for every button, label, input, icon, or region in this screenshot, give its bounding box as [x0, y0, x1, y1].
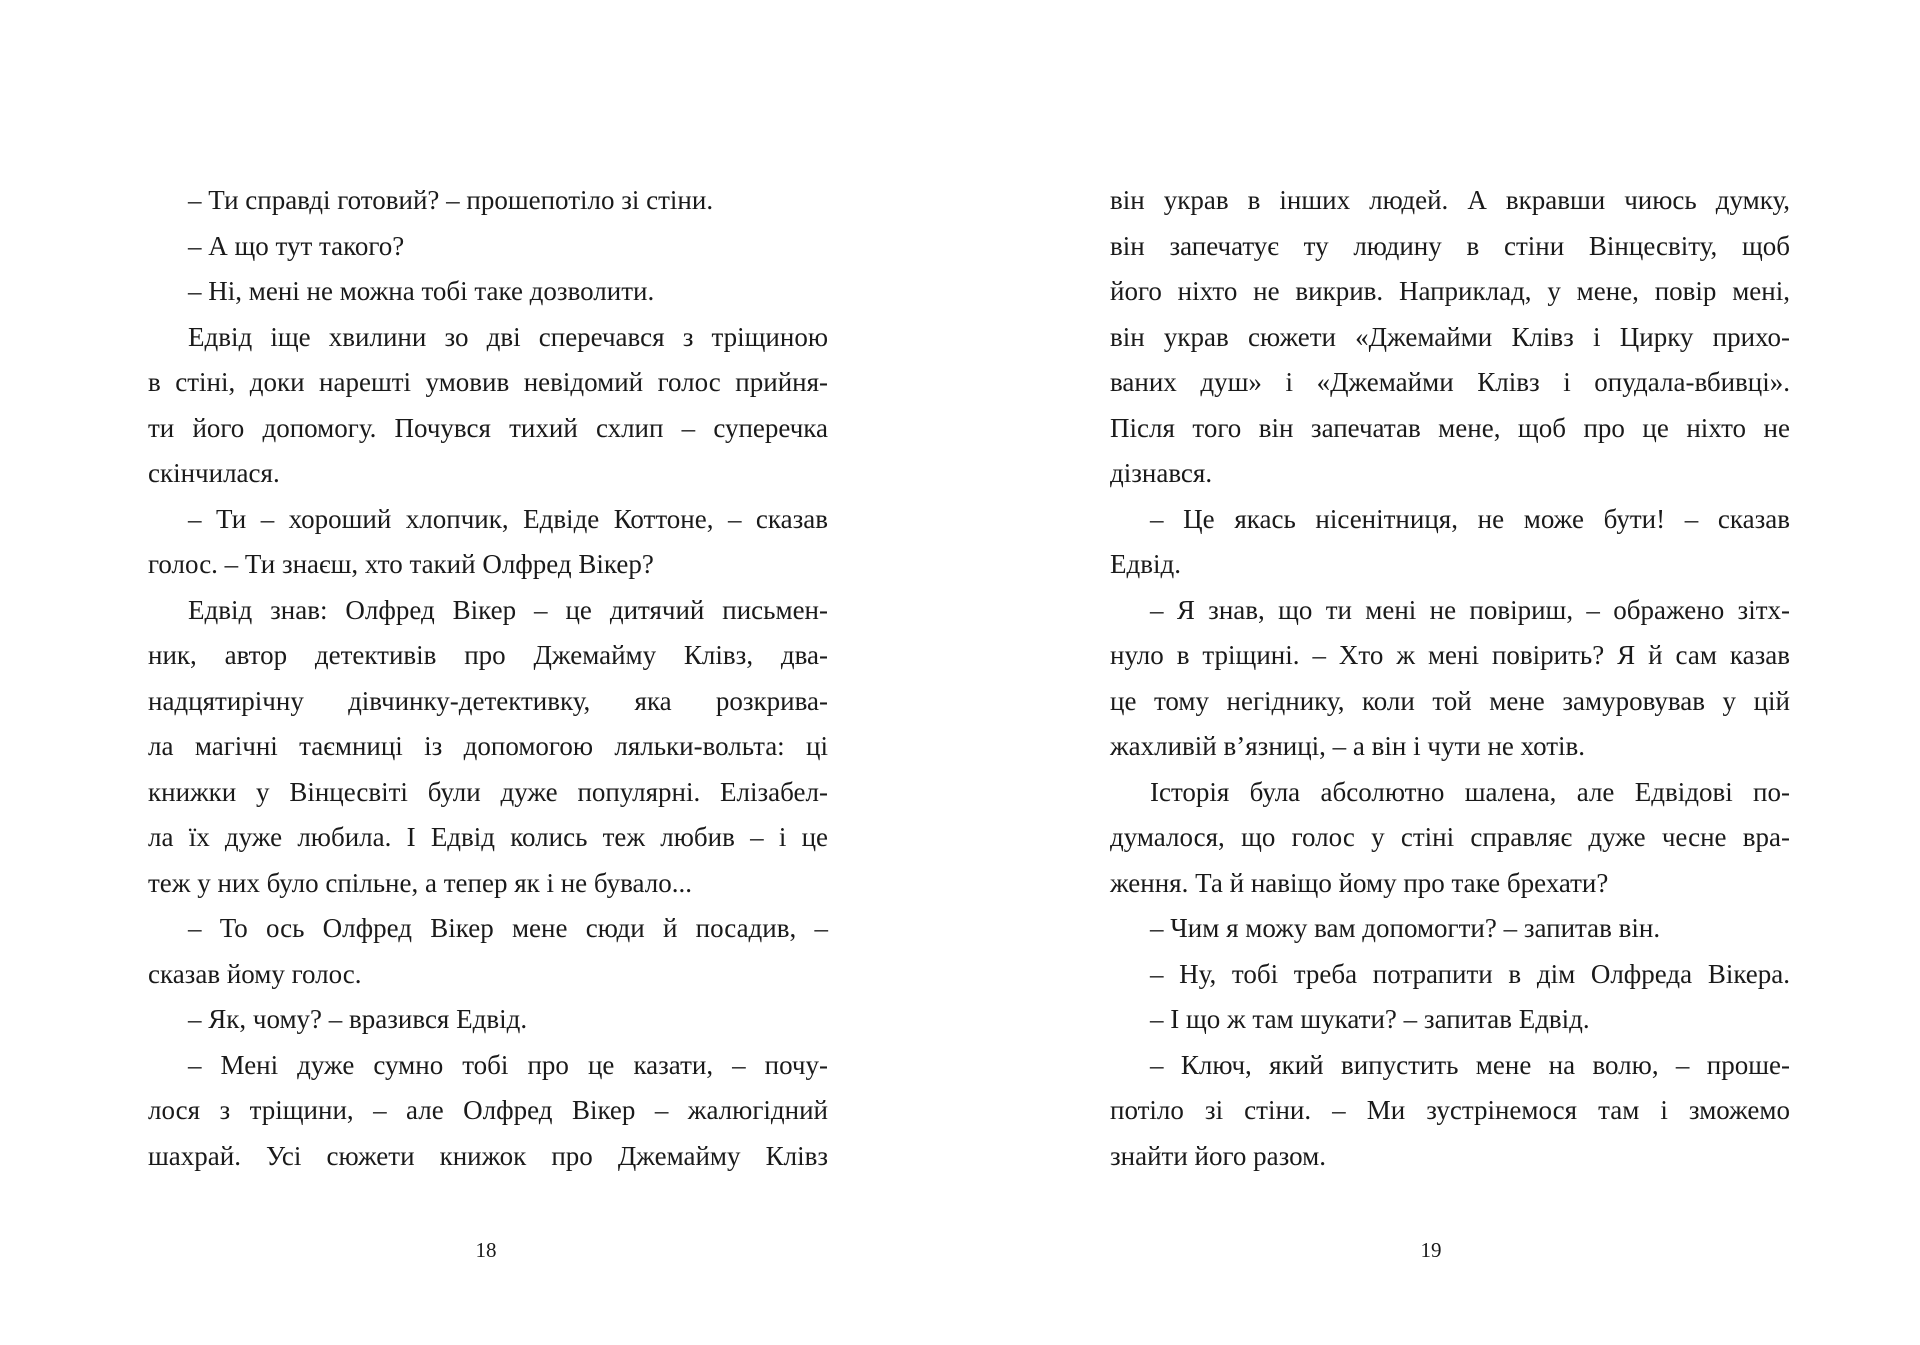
text-line: Едвід іще хвилини зо дві сперечався з тріщиною	[188, 321, 828, 352]
text-line: – Це якась нісенітниця, не може бути! – сказав	[1150, 503, 1790, 534]
text-line: сказав йому голос.	[148, 958, 362, 989]
text-line: Історія була абсолютно шалена, але Едвідові по-	[1150, 776, 1790, 807]
text-line: це тому негіднику, коли той мене замуровував у цій	[1110, 685, 1790, 716]
text-line: книжки у Вінцесвіті були дуже популярні. Елізабел-	[148, 776, 828, 807]
text-line: скінчилася.	[148, 458, 280, 488]
text-line: – І що ж там шукати? – запитав Едвід.	[1150, 1004, 1590, 1034]
text-line: – Ти – хороший хлопчик, Едвіде Коттоне, – сказав	[188, 503, 828, 534]
text-line: він украв сюжети «Джемайми Клівз і Цирку прихо-	[1110, 321, 1790, 352]
text-line: ла магічні таємниці із допомогою ляльки-вольта: ці	[148, 731, 828, 761]
text-line: жахливій в’язниці, – а він і чути не хотів.	[1110, 731, 1586, 761]
text-line: – Чим я можу вам допомогти? – запитав він.	[1150, 913, 1661, 943]
text-line: – А що тут такого?	[188, 230, 405, 261]
right-page-text	[1110, 178, 1790, 1179]
right-page	[960, 0, 1920, 1345]
text-line: потіло зі стіни. – Ми зустрінемося там і зможемо	[1110, 1095, 1790, 1125]
text-line: надцятирічну дівчинку-детективку, яка розкрива-	[148, 685, 828, 716]
text-line: дізнався.	[1110, 458, 1213, 488]
text-line: ник, автор детективів про Джемайму Клівз, два-	[148, 640, 828, 670]
text-line: нуло в тріщині. – Хто ж мені повірить? Я й сам казав	[1110, 640, 1790, 670]
text-line: знайти його разом.	[1110, 1140, 1326, 1171]
text-line: – Ти справді готовий? – прошепотіло зі стіни.	[188, 185, 714, 215]
text-line: він украв в інших людей. А вкравши чиюсь думку,	[1110, 185, 1790, 215]
text-line: теж у них було спільне, а тепер як і не бувало...	[148, 867, 692, 898]
text-line: він запечатує ту людину в стіни Вінцесвіту, щоб	[1110, 230, 1790, 261]
text-line: Едвід знав: Олфред Вікер – це дитячий письмен-	[188, 594, 828, 625]
text-line: ти його допомогу. Почувся тихий схлип – суперечка	[148, 412, 828, 443]
text-line: ла їх дуже любила. І Едвід колись теж любив – і це	[148, 822, 828, 852]
page-number-right: 19	[1420, 1238, 1442, 1262]
text-line: його ніхто не викрив. Наприклад, у мене, повір мені,	[1110, 276, 1790, 306]
text-line: – Ну, тобі треба потрапити в дім Олфреда Вікера.	[1150, 958, 1790, 989]
text-line: – Я знав, що ти мені не повіриш, – ображено зітх-	[1150, 594, 1790, 625]
text-line: ження. Та й навіщо йому про таке брехати?	[1110, 867, 1609, 898]
text-line: ваних душ» і «Джемайми Клівз і опудала-вбивці».	[1110, 367, 1790, 397]
text-line: – Мені дуже сумно тобі про це казати, – почу-	[188, 1049, 828, 1080]
text-line: Едвід.	[1110, 549, 1181, 579]
left-page-text	[148, 178, 828, 1179]
text-line: в стіні, доки нарешті умовив невідомий голос прийня-	[148, 367, 828, 397]
text-line: – Ні, мені не можна тобі таке дозволити.	[188, 276, 655, 306]
text-line: Після того він запечатав мене, щоб про це ніхто не	[1110, 412, 1790, 443]
text-line: думалося, що голос у стіні справляє дуже чесне вра-	[1110, 822, 1790, 852]
text-line: голос. – Ти знаєш, хто такий Олфред Вікер?	[148, 549, 654, 579]
text-line: – Як, чому? – вразився Едвід.	[188, 1004, 528, 1034]
text-line: – Ключ, який випустить мене на волю, – проше-	[1150, 1049, 1790, 1080]
text-line: – То ось Олфред Вікер мене сюди й посадив, –	[188, 913, 828, 943]
text-line: шахрай. Усі сюжети книжок про Джемайму Клівз	[148, 1140, 828, 1171]
page-number-left: 18	[475, 1238, 497, 1262]
text-line: лося з тріщини, – але Олфред Вікер – жалюгідний	[148, 1095, 828, 1125]
